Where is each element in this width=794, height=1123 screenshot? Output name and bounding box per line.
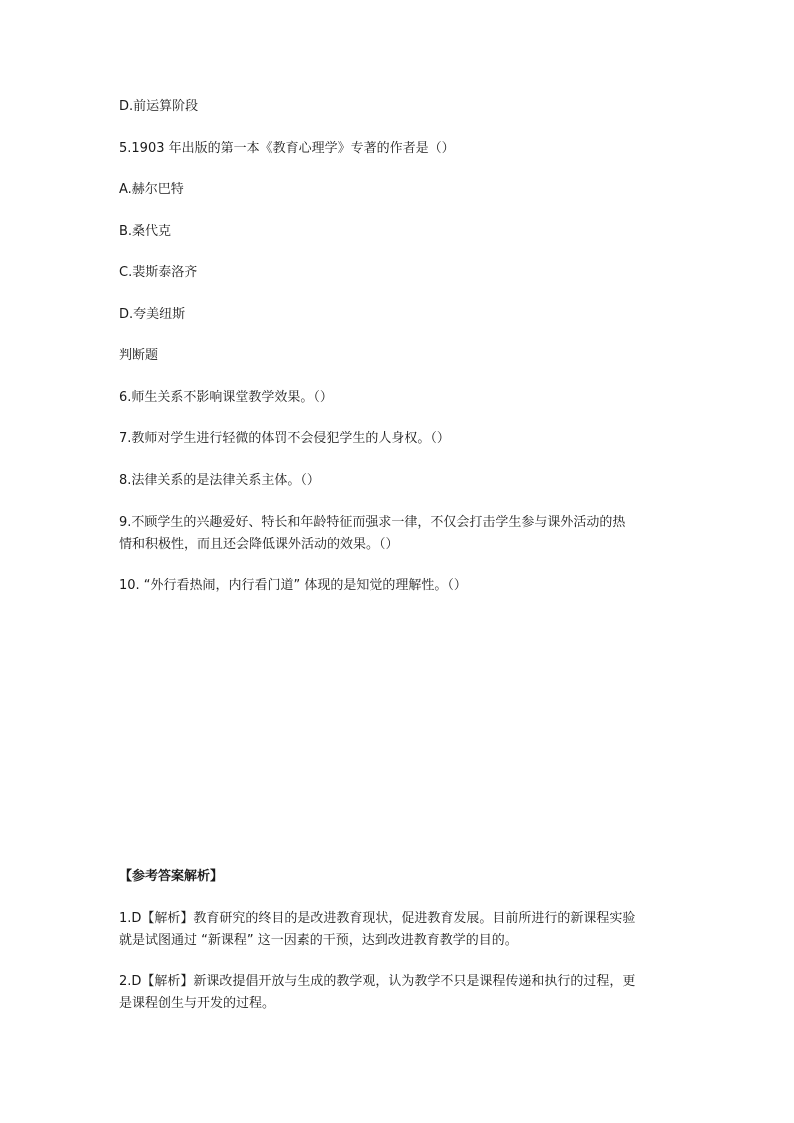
q5-option-b: B.桑代克 <box>119 224 172 239</box>
q5-option-c: C.裴斯泰洛齐 <box>119 265 198 280</box>
answer-1-line-2: 就是试图通过 “新课程” 这一因素的干预，达到改进教育教学的目的。 <box>119 933 518 948</box>
q5-option-d: D.夸美纽斯 <box>119 307 186 322</box>
answer-2-line-2: 是课程创生与开发的过程。 <box>119 996 276 1011</box>
question-7: 7.教师对学生进行轻微的体罚不会侵犯学生的人身权。（） <box>119 431 450 446</box>
question-8: 8.法律关系的是法律关系主体。（） <box>119 473 320 488</box>
answer-1-line-1: 1.D【解析】教育研究的终目的是改进教育现状，促进教育发展。目前所进行的新课程实验 <box>119 911 636 926</box>
question-10: 10. “外行看热闹，内行看门道” 体现的是知觉的理解性。（） <box>119 578 467 593</box>
q4-option-d: D.前运算阶段 <box>119 99 199 114</box>
q5-option-a: A.赫尔巴特 <box>119 182 184 197</box>
answer-2-line-1: 2.D【解析】新课改提倡开放与生成的教学观，认为教学不只是课程传递和执行的过程，更 <box>119 974 636 989</box>
answers-heading: 【参考答案解析】 <box>119 869 224 884</box>
section-heading-judgment: 判断题 <box>119 348 159 363</box>
question-9-line-1: 9.不顾学生的兴趣爱好、特长和年龄特征而强求一律，不仅会打击学生参与课外活动的热 <box>119 515 626 530</box>
question-9-line-2: 情和积极性，而且还会降低课外活动的效果。（） <box>119 537 399 552</box>
q5-stem: 5.1903 年出版的第一本《教育心理学》专著的作者是（） <box>119 141 455 156</box>
question-6: 6.师生关系不影响课堂教学效果。（） <box>119 390 333 405</box>
